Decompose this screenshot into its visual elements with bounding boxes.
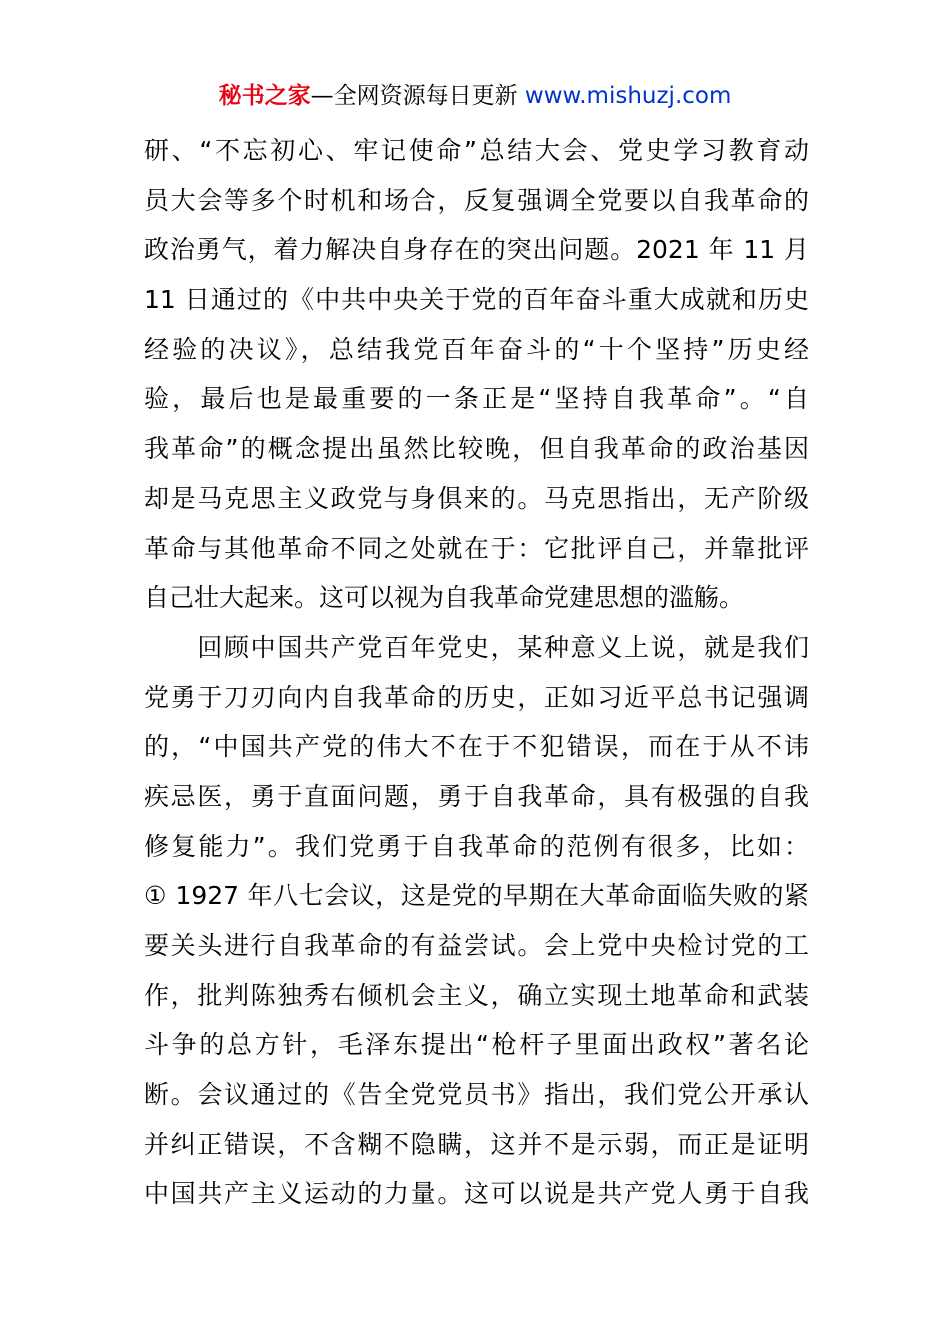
text-line: 疾忌医，勇于直面问题，勇于自我革命，具有极强的自我	[144, 781, 809, 811]
text-line: 却是马克思主义政党与身俱来的。马克思指出，无产阶级	[144, 483, 809, 513]
text-line: 研、“不忘初心、牢记使命”总结大会、党史学习教育动	[144, 136, 809, 165]
text-line: 员大会等多个时机和场合，反复强调全党要以自我革命的	[144, 185, 809, 215]
text-line: 党勇于刀刃向内自我革命的历史，正如习近平总书记强调	[144, 682, 809, 712]
text-line: 作，批判陈独秀右倾机会主义，确立实现土地革命和武装	[144, 980, 809, 1010]
site-url-link[interactable]: www.mishuzj.com	[524, 83, 732, 109]
text-line: 中国共产主义运动的力量。这可以说是共产党人勇于自我	[144, 1179, 809, 1209]
text-line: 政治勇气，着力解决自身存在的突出问题。2021 年 11 月	[144, 235, 809, 265]
text-line: 并纠正错误，不含糊不隐瞒，这并不是示弱，而正是证明	[144, 1129, 809, 1159]
text-line: ① 1927 年八七会议，这是党的早期在大革命面临失败的紧	[144, 881, 809, 911]
text-line: 修复能力”。我们党勇于自我革命的范例有很多，比如：	[144, 831, 809, 861]
text-line: 斗争的总方针，毛泽东提出“枪杆子里面出政权”著名论	[144, 1030, 809, 1060]
text-line: 验，最后也是最重要的一条正是“坚持自我革命”。“自	[144, 384, 809, 414]
text-line: 我革命”的概念提出虽然比较晚，但自我革命的政治基因	[144, 434, 809, 464]
text-line: 断。会议通过的《告全党党员书》指出，我们党公开承认	[144, 1080, 809, 1110]
text-line: 的，“中国共产党的伟大不在于不犯错误，而在于从不讳	[144, 732, 809, 762]
text-line: 经验的决议》，总结我党百年奋斗的“十个坚持”历史经	[144, 334, 809, 364]
text-line: 回顾中国共产党百年党史，某种意义上说，就是我们	[144, 632, 809, 662]
text-line: 自己壮大起来。这可以视为自我革命党建思想的滥觞。	[144, 583, 745, 613]
document-body	[144, 126, 809, 1219]
site-tagline: —全网资源每日更新	[310, 83, 525, 109]
text-line: 革命与其他革命不同之处就在于：它批评自己，并靠批评	[144, 533, 809, 563]
text-line: 要关头进行自我革命的有益尝试。会上党中央检讨党的工	[144, 931, 809, 960]
page-header	[0, 80, 950, 112]
site-brand: 秘书之家	[218, 83, 311, 109]
text-line: 11 日通过的《中共中央关于党的百年奋斗重大成就和历史	[144, 285, 809, 315]
